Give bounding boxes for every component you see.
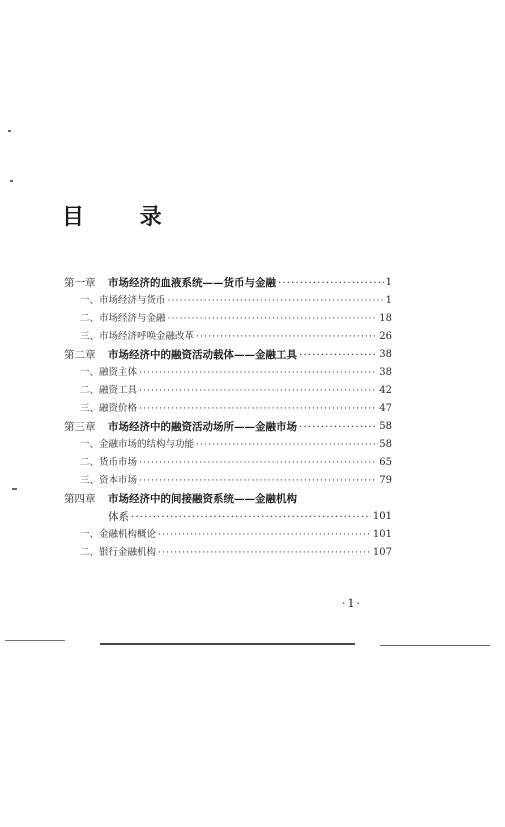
entry-page-number: 101: [372, 511, 392, 522]
leader-dots: [158, 544, 371, 562]
toc-chapter-entry: [64, 274, 392, 292]
entry-page-number: 42: [379, 385, 392, 396]
toc-section-entry: [64, 526, 392, 544]
chapter-number: 第一章: [64, 277, 96, 289]
toc-section-entry: [64, 364, 392, 382]
toc-section-entry: [64, 382, 392, 400]
scan-rule-left: [5, 640, 65, 641]
leader-dots: [299, 346, 377, 364]
entry-title: 一、融资主体: [80, 367, 138, 378]
page-number: ·1·: [342, 597, 362, 610]
leader-dots: [158, 526, 371, 544]
scan-speck: [8, 130, 11, 132]
entry-page-number: 1: [385, 295, 392, 306]
entry-page-number: 79: [379, 475, 392, 486]
table-of-contents: [64, 274, 392, 562]
toc-section-entry: [64, 454, 392, 472]
entry-title: 市场经济中的间接融资系统——金融机构: [108, 493, 297, 505]
entry-title: 市场经济中的融资活动载体——金融工具: [108, 349, 297, 361]
entry-page-number: 47: [379, 403, 392, 414]
entry-title: 市场经济的血液系统——货币与金融: [108, 277, 276, 289]
entry-title: 二、货币市场: [80, 457, 138, 468]
leader-dots: [196, 328, 377, 346]
leader-dots: [139, 382, 377, 400]
toc-chapter-entry: [64, 346, 392, 364]
toc-section-entry: [64, 508, 392, 526]
toc-section-entry: [64, 310, 392, 328]
toc-section-entry: [64, 328, 392, 346]
chapter-number: 第四章: [64, 493, 96, 505]
entry-title: 体系: [108, 511, 129, 523]
entry-title: 市场经济中的融资活动场所——金融市场: [108, 421, 297, 433]
leader-dots: [139, 400, 377, 418]
chapter-number: 第三章: [64, 421, 96, 433]
leader-dots: [139, 472, 377, 490]
entry-title: 二、银行金融机构: [80, 547, 157, 558]
chapter-number: 第二章: [64, 349, 96, 361]
entry-title: 三、资本市场: [80, 475, 138, 486]
entry-page-number: 38: [379, 367, 392, 378]
entry-page-number: 65: [379, 457, 392, 468]
toc-chapter-entry: [64, 418, 392, 436]
toc-section-entry: [64, 400, 392, 418]
toc-section-entry: [64, 436, 392, 454]
entry-page-number: 26: [379, 331, 392, 342]
entry-page-number: 107: [372, 547, 392, 558]
leader-dots: [168, 310, 378, 328]
leader-dots: [196, 436, 377, 454]
scan-speck: [12, 488, 17, 490]
entry-title: 三、融资价格: [80, 403, 138, 414]
leader-dots: [299, 418, 377, 436]
entry-page-number: 18: [379, 313, 392, 324]
entry-title: 二、融资工具: [80, 385, 138, 396]
entry-page-number: 58: [379, 421, 392, 432]
toc-section-entry: [64, 544, 392, 562]
leader-dots: [139, 454, 377, 472]
page-title: 目 录: [62, 205, 186, 230]
entry-title: 一、金融机构概论: [80, 529, 157, 540]
entry-page-number: 38: [379, 349, 392, 360]
scan-speck: [10, 180, 13, 182]
toc-section-entry: [64, 292, 392, 310]
toc-chapter-entry: [64, 490, 392, 508]
entry-page-number: 1: [385, 277, 392, 288]
entry-title: 二、市场经济与金融: [80, 313, 166, 324]
leader-dots: [168, 292, 384, 310]
leader-dots: [131, 508, 371, 526]
entry-page-number: 58: [379, 439, 392, 450]
scan-rule-main: [100, 643, 355, 645]
entry-title: 三、市场经济呼唤金融改革: [80, 331, 195, 342]
entry-title: 一、金融市场的结构与功能: [80, 439, 195, 450]
leader-dots: [139, 364, 377, 382]
toc-section-entry: [64, 472, 392, 490]
entry-page-number: 101: [372, 529, 392, 540]
leader-dots: [278, 274, 384, 292]
scan-rule-right: [380, 645, 490, 646]
entry-title: 一、市场经济与货币: [80, 295, 166, 306]
